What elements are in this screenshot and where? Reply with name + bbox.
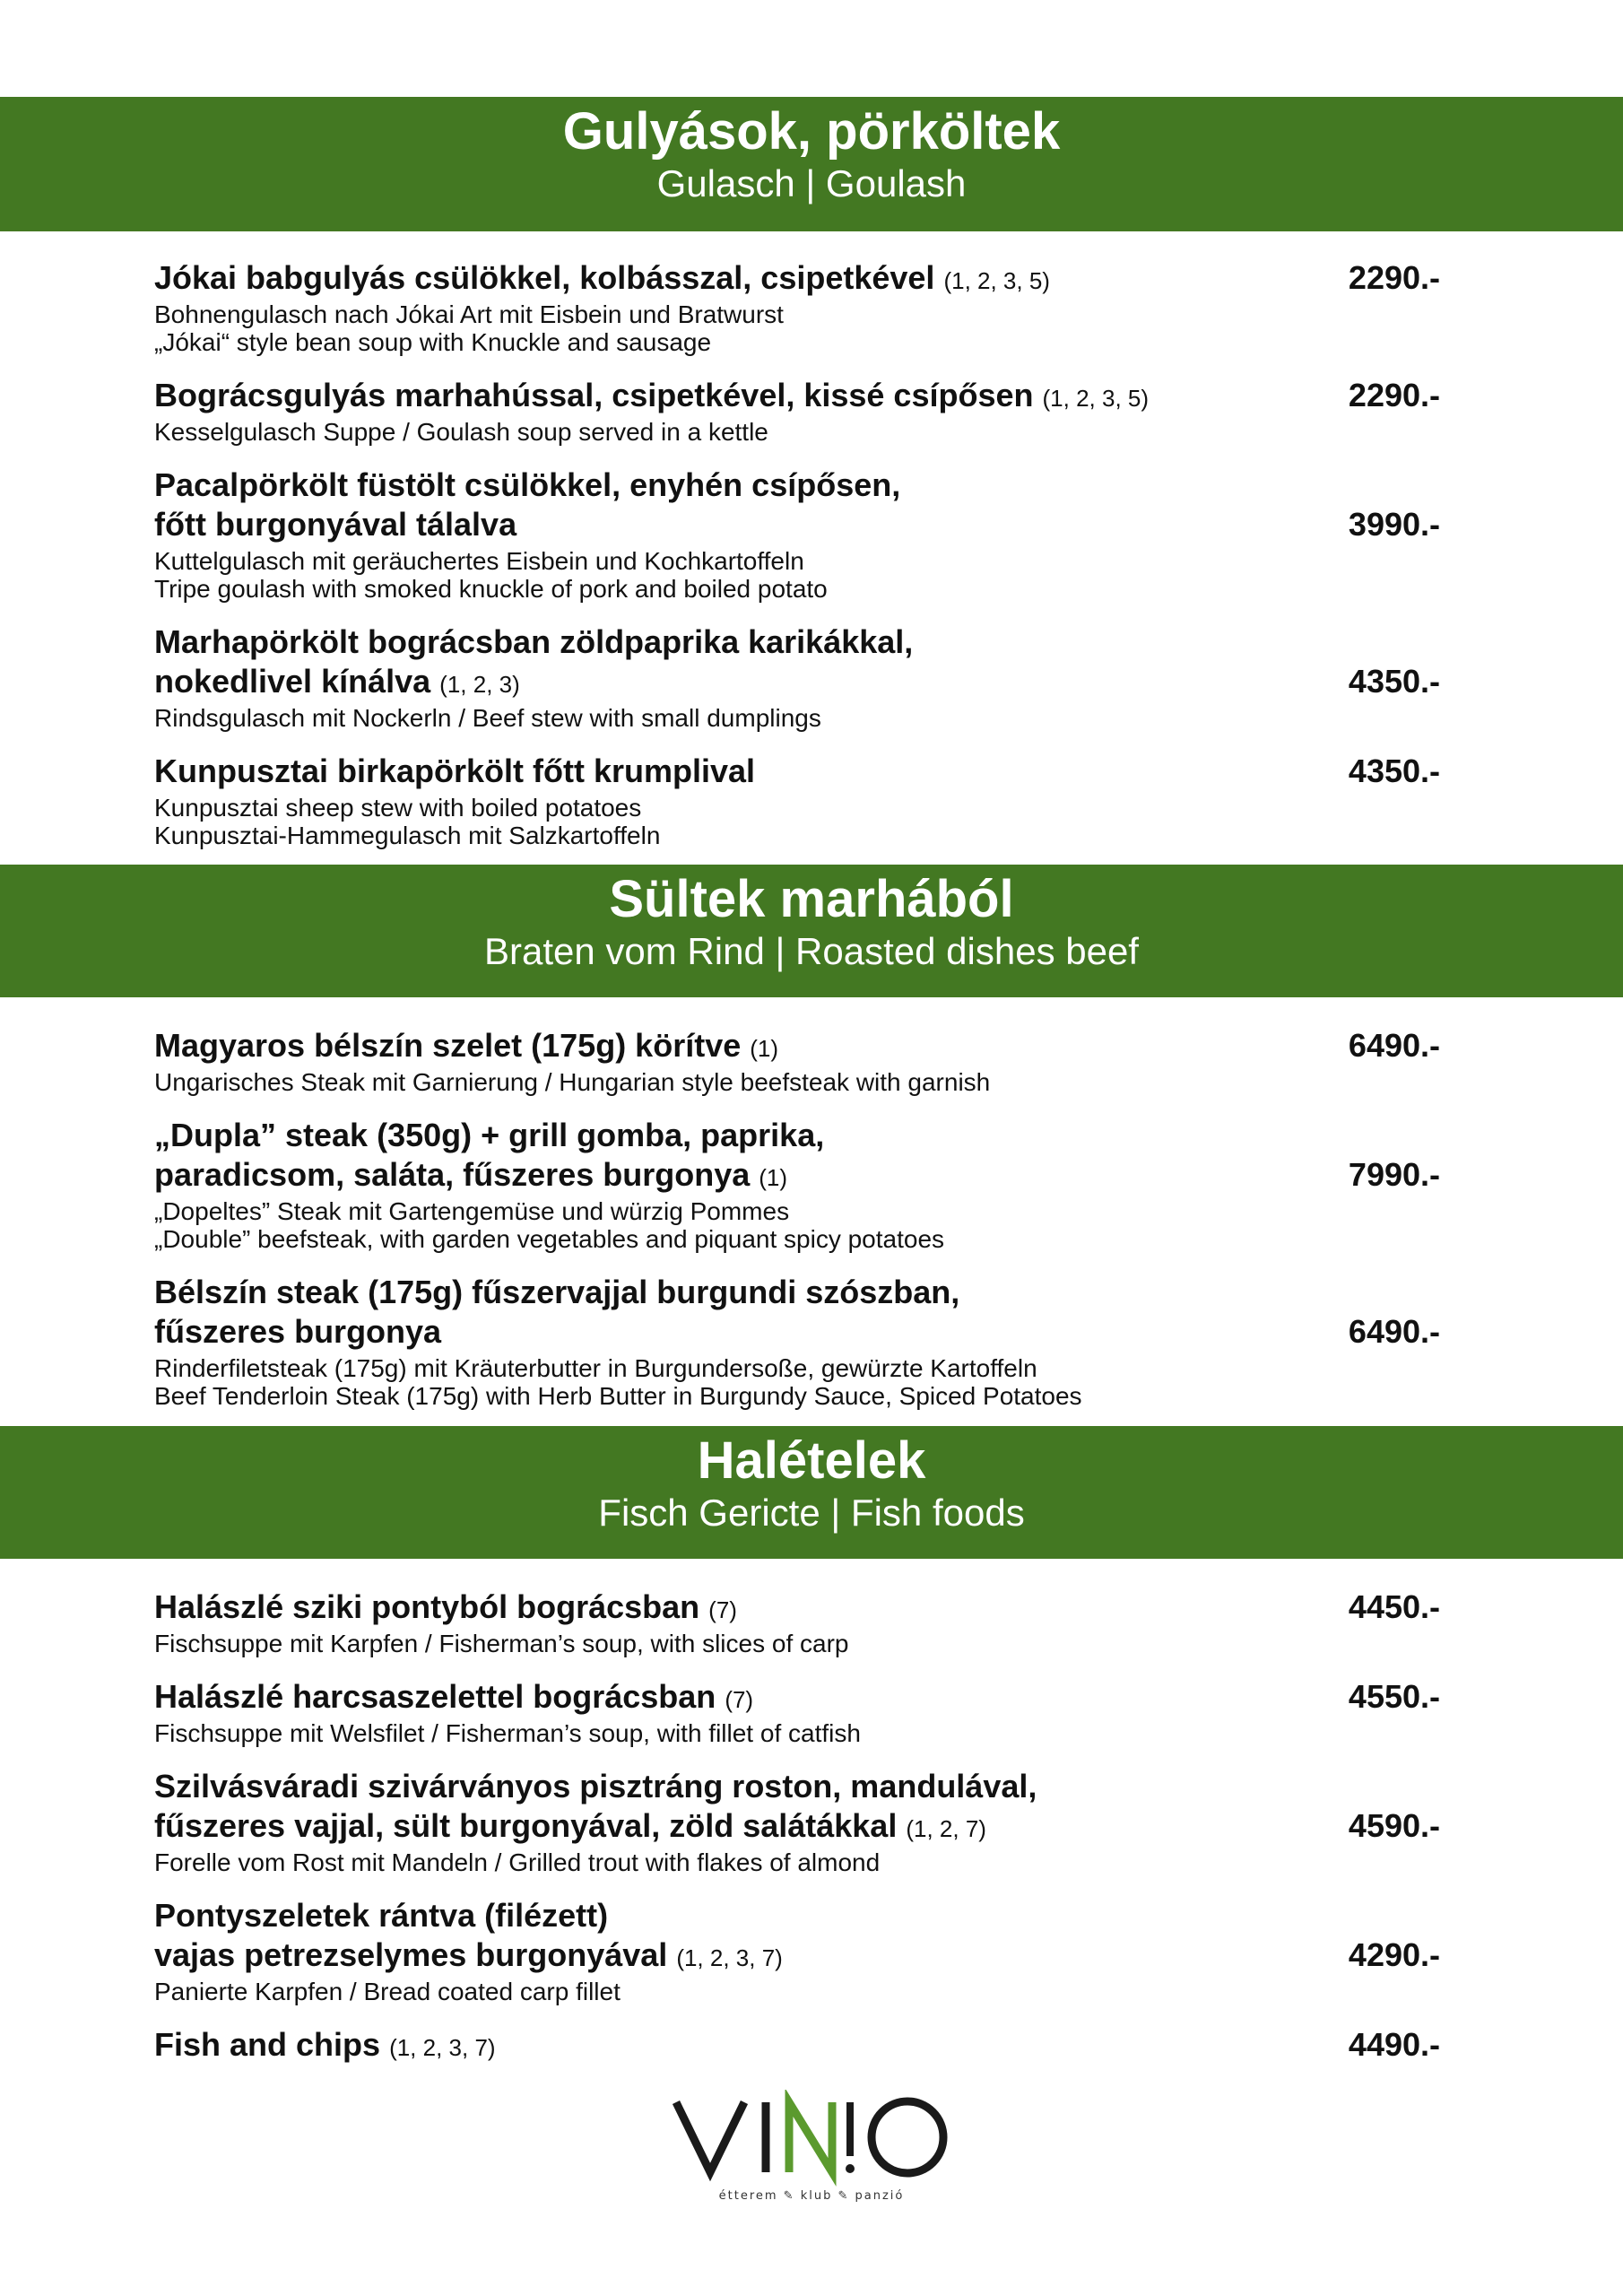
item-description: Kuttelgulasch mit geräuchertes Eisbein und Kochkartoffeln Tripe goulash with smoked knuckle of pork and boiled potato <box>154 547 828 603</box>
section-title: Gulyások, pörköltek <box>562 102 1061 161</box>
menu-item <box>0 258 1623 356</box>
item-name: Jókai babgulyás csülökkel, kolbásszal, csipetkével <box>154 259 935 296</box>
item-allergens: (7) <box>725 1686 754 1713</box>
section-subtitle: Fisch Gericte | Fish foods <box>598 1492 1025 1534</box>
item-name: „Dupla” steak (350g) + grill gomba, paprika, paradicsom, saláta, fűszeres burgonya <box>154 1117 825 1193</box>
vino-logo <box>655 2090 968 2206</box>
section-header-fish <box>0 1426 1623 1559</box>
item-name: Marhapörkölt bográcsban zöldpaprika karikákkal, nokedlivel kínálva <box>154 623 914 700</box>
item-description: Rindsgulasch mit Nockerln / Beef stew with small dumplings <box>154 704 821 732</box>
item-name: Bélszín steak (175g) fűszervajjal burgundi szószban, fűszeres burgonya <box>154 1274 960 1350</box>
item-allergens: (1, 2, 3) <box>439 671 520 698</box>
menu-item <box>0 752 1623 849</box>
section-header-beef <box>0 865 1623 997</box>
menu-item <box>0 1026 1623 1096</box>
item-price: 4550.- <box>1348 1678 1440 1715</box>
item-allergens: (1) <box>759 1164 788 1191</box>
item-description: Fischsuppe mit Karpfen / Fisherman’s soup, with slices of carp <box>154 1630 849 1657</box>
svg-text:étterem ✎ klub ✎ panzió: étterem ✎ klub ✎ panzió <box>718 2189 905 2203</box>
item-description: Rinderfiletsteak (175g) mit Kräuterbutter in Burgundersoße, gewürzte Kartoffeln Beef Tenderloin Steak (175g) with Herb Butter in Burgundy Sauce, Spiced Potatoes <box>154 1354 1082 1410</box>
item-price: 4590.- <box>1348 1807 1440 1844</box>
item-price: 2290.- <box>1348 259 1440 296</box>
item-allergens: (1, 2, 3, 5) <box>1042 385 1150 412</box>
section-header-goulash <box>0 97 1623 231</box>
menu-item <box>0 622 1623 732</box>
section-title: Sültek marhából <box>609 870 1014 928</box>
item-name: Bográcsgulyás marhahússal, csipetkével, kissé csípősen <box>154 377 1034 413</box>
item-name: Halászlé harcsaszelettel bográcsban <box>154 1678 716 1715</box>
item-price: 4350.- <box>1348 663 1440 700</box>
item-description: Ungarisches Steak mit Garnierung / Hungarian style beefsteak with garnish <box>154 1068 991 1096</box>
item-allergens: (1) <box>750 1035 779 1062</box>
item-name: Fish and chips <box>154 2026 381 2063</box>
item-description: Panierte Karpfen / Bread coated carp fillet <box>154 1978 621 2005</box>
item-description: Bohnengulasch nach Jókai Art mit Eisbein und Bratwurst „Jókai“ style bean soup with Knuckle and sausage <box>154 300 784 356</box>
item-name: Szilvásváradi szivárványos pisztráng roston, mandulával, fűszeres vajjal, sült burgonyával, zöld salátákkal <box>154 1768 1037 1844</box>
section-goulash-items <box>0 258 1623 849</box>
section-subtitle: Gulasch | Goulash <box>656 162 967 204</box>
item-name: Halászlé sziki pontyból bográcsban <box>154 1588 700 1625</box>
item-description: „Dopeltes” Steak mit Gartengemüse und würzig Pommes „Double” beefsteak, with garden vegetables and piquant spicy potatoes <box>154 1197 945 1253</box>
menu-item <box>0 376 1623 446</box>
menu-item <box>0 1587 1623 1657</box>
menu-item <box>0 1767 1623 1876</box>
item-price: 7990.- <box>1348 1156 1440 1193</box>
item-allergens: (1, 2, 3, 5) <box>943 267 1050 294</box>
item-price: 3990.- <box>1348 506 1440 543</box>
menu-item <box>0 1677 1623 1747</box>
section-beef-items <box>0 1026 1623 1410</box>
section-subtitle: Braten vom Rind | Roasted dishes beef <box>484 930 1139 972</box>
item-allergens: (1, 2, 3, 7) <box>389 2034 496 2061</box>
item-price: 4490.- <box>1348 2026 1440 2063</box>
section-title: Halételek <box>697 1431 926 1490</box>
item-allergens: (1, 2, 3, 7) <box>676 1944 783 1971</box>
item-description: Forelle vom Rost mit Mandeln / Grilled trout with flakes of almond <box>154 1848 881 1876</box>
item-allergens: (7) <box>708 1596 737 1623</box>
item-name: Kunpusztai birkapörkölt főtt krumplival <box>154 752 756 789</box>
item-allergens: (1, 2, 7) <box>906 1815 986 1842</box>
menu-item <box>0 465 1623 603</box>
vino-logo-mark <box>655 2090 968 2206</box>
menu-item <box>0 1273 1623 1410</box>
item-price: 6490.- <box>1348 1313 1440 1350</box>
section-fish-items <box>0 1587 1623 2067</box>
menu-item <box>0 1896 1623 2005</box>
item-price: 2290.- <box>1348 377 1440 413</box>
menu-item <box>0 2025 1623 2067</box>
item-name: Pacalpörkölt füstölt csülökkel, enyhén csípősen, főtt burgonyával tálalva <box>154 466 901 543</box>
item-description: Kunpusztai sheep stew with boiled potatoes Kunpusztai-Hammegulasch mit Salzkartoffeln <box>154 794 661 849</box>
item-name: Pontyszeletek rántva (filézett) vajas petrezselymes burgonyával <box>154 1897 668 1973</box>
item-price: 4350.- <box>1348 752 1440 789</box>
item-price: 6490.- <box>1348 1027 1440 1064</box>
menu-item <box>0 1116 1623 1253</box>
item-description: Fischsuppe mit Welsfilet / Fisherman’s soup, with fillet of catfish <box>154 1719 861 1747</box>
item-price: 4290.- <box>1348 1936 1440 1973</box>
item-description: Kesselgulasch Suppe / Goulash soup served in a kettle <box>154 418 768 446</box>
item-name: Magyaros bélszín szelet (175g) körítve <box>154 1027 742 1064</box>
item-price: 4450.- <box>1348 1588 1440 1625</box>
